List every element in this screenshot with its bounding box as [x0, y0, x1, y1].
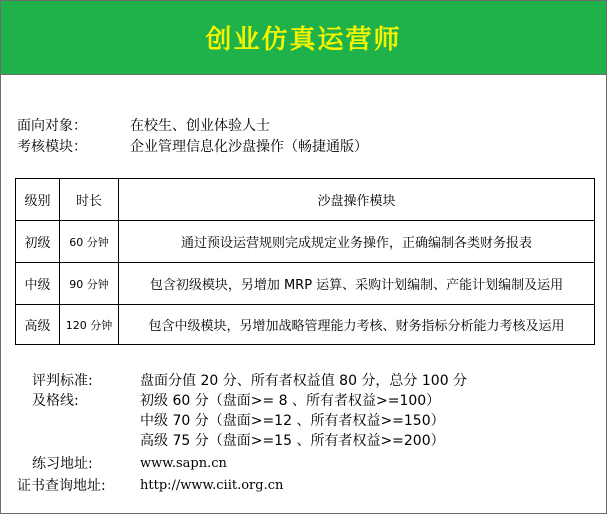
row-level: 初级: [16, 221, 60, 263]
row-duration: 90 分钟: [60, 263, 119, 305]
cert-url-link[interactable]: http://www.ciit.org.cn: [140, 478, 284, 493]
table-row: [16, 305, 595, 345]
practice-label: 练习地址:: [32, 456, 93, 472]
table-row: [16, 221, 595, 263]
module-row: [17, 137, 368, 157]
header-duration: 时长: [60, 179, 119, 221]
audience-value: 在校生、创业体验人士: [130, 118, 270, 134]
module-label: 考核模块：: [17, 139, 87, 155]
row-level: 中级: [16, 263, 60, 305]
pass-line-junior: 初级 60 分（盘面>= 8 、所有者权益>=100）: [140, 393, 441, 409]
module-value: 企业管理信息化沙盘操作（畅捷通版）: [130, 139, 368, 155]
score-text: 盘面分值 20 分、所有者权益值 80 分，总分 100 分: [140, 373, 468, 389]
row-description: 包含初级模块，另增加 MRP 运算、采购计划编制、产能计划编制及运用: [119, 263, 595, 305]
row-duration: 120 分钟: [60, 305, 119, 345]
audience-row: [17, 116, 270, 136]
header-module: 沙盘操作模块: [119, 179, 595, 221]
pass-line-senior: 高级 75 分（盘面>=15 、所有者权益>=200）: [140, 433, 445, 449]
table-header-row: [16, 179, 595, 221]
pass-line-label: 及格线:: [32, 393, 79, 409]
page-title: 创业仿真运营师: [205, 25, 402, 55]
cert-label: 证书查询地址:: [17, 478, 106, 494]
pass-line-intermediate: 中级 70 分（盘面>=12 、所有者权益>=150）: [140, 413, 445, 429]
header-level: 级别: [16, 179, 60, 221]
row-description: 包含中级模块，另增加战略管理能力考核、财务指标分析能力考核及运用: [119, 305, 595, 345]
title-banner: [1, 1, 606, 75]
row-duration: 60 分钟: [60, 221, 119, 263]
row-description: 通过预设运营规则完成规定业务操作，正确编制各类财务报表: [119, 221, 595, 263]
practice-url-link[interactable]: www.sapn.cn: [140, 456, 227, 471]
criteria-label: 评判标准:: [32, 373, 93, 389]
module-table: [15, 178, 595, 345]
table-row: [16, 263, 595, 305]
row-level: 高级: [16, 305, 60, 345]
audience-label: 面向对象：: [17, 118, 87, 134]
